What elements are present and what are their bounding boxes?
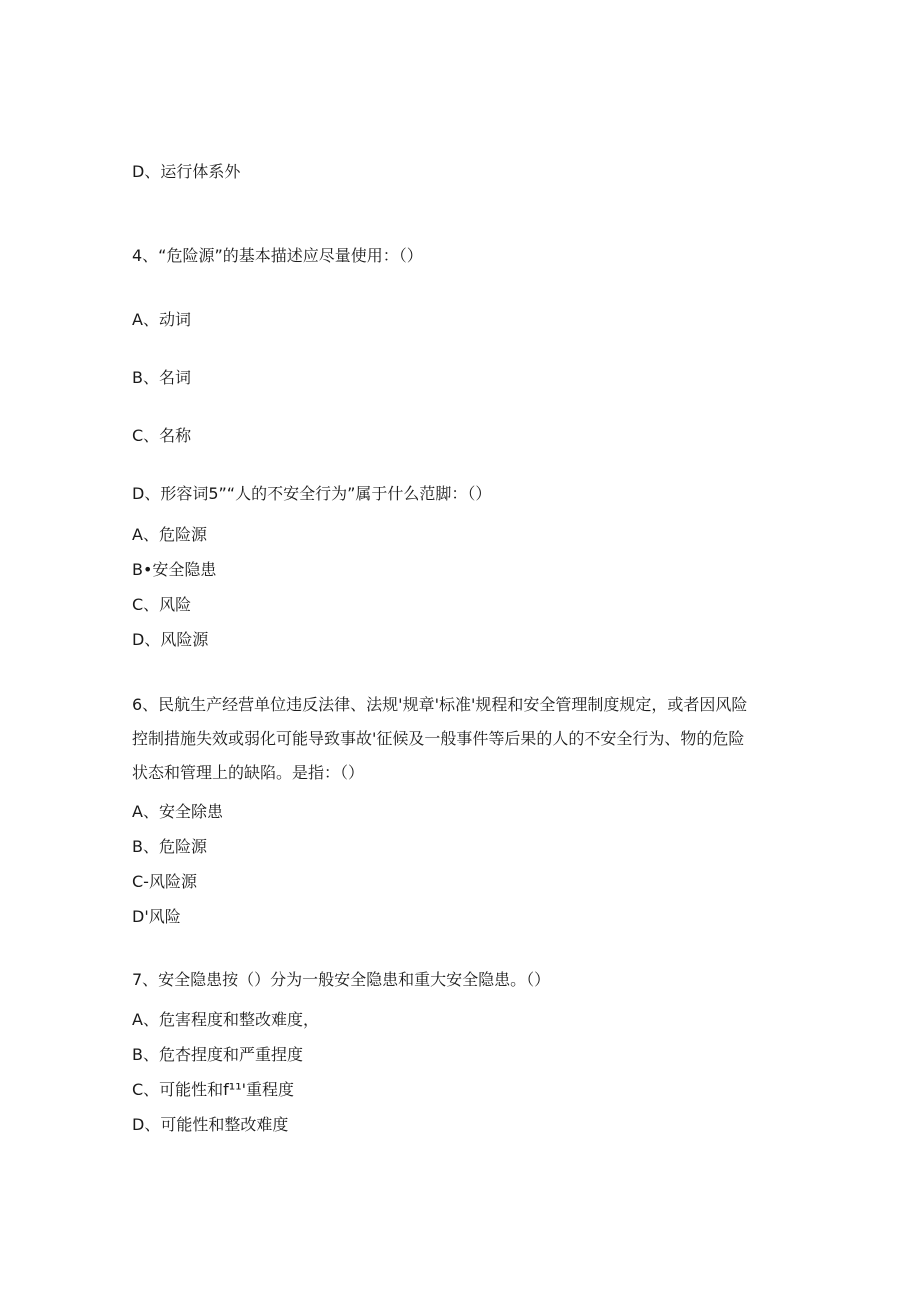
option-d-q4-question-5: D、形容词5”“人的不安全行为”属于什么范脚：（） <box>132 484 492 503</box>
option-c-q5: C、风险 <box>132 595 192 614</box>
question-4: 4、“危险源”的基本描述应尽量使用：（） <box>132 246 423 265</box>
question-6-line-1: 6、民航生产经营单位违反法律、法规'规章'标准'规程和安全管理制度规定，或者因风险 <box>132 695 748 714</box>
option-b-q4: B、名词 <box>132 368 191 387</box>
option-a-q5: A、危险源 <box>132 525 207 544</box>
option-d-q3: D、运行体系外 <box>132 162 241 181</box>
option-d-q5: D、风险源 <box>132 630 209 649</box>
question-6-line-3: 状态和管理上的缺陷。是指：（） <box>132 763 365 782</box>
question-6 <box>132 688 792 790</box>
option-c-q6: C-风险源 <box>132 872 197 891</box>
option-a-q4: A、动词 <box>132 310 191 329</box>
option-c-q4: C、名称 <box>132 426 192 445</box>
option-a-q6: A、安全除患 <box>132 802 223 821</box>
question-6-line-2: 控制措施失效或弱化可能导致事故'征候及一般事件等后果的人的不安全行为、物的危险 <box>132 729 745 748</box>
option-b-q7: B、危杏捏度和严重捏度 <box>132 1045 303 1064</box>
option-c-q7: C、可能性和f¹¹'重程度 <box>132 1080 295 1099</box>
question-7: 7、安全隐患按（）分为一般安全隐患和重大安全隐患。（） <box>132 970 551 989</box>
option-b-q5: B•安全隐患 <box>132 560 217 579</box>
option-d-q6: D'风险 <box>132 907 181 926</box>
option-d-q7: D、可能性和整改难度 <box>132 1115 289 1134</box>
option-b-q6: B、危险源 <box>132 837 207 856</box>
option-a-q7: A、危害程度和整改难度， <box>132 1010 319 1029</box>
